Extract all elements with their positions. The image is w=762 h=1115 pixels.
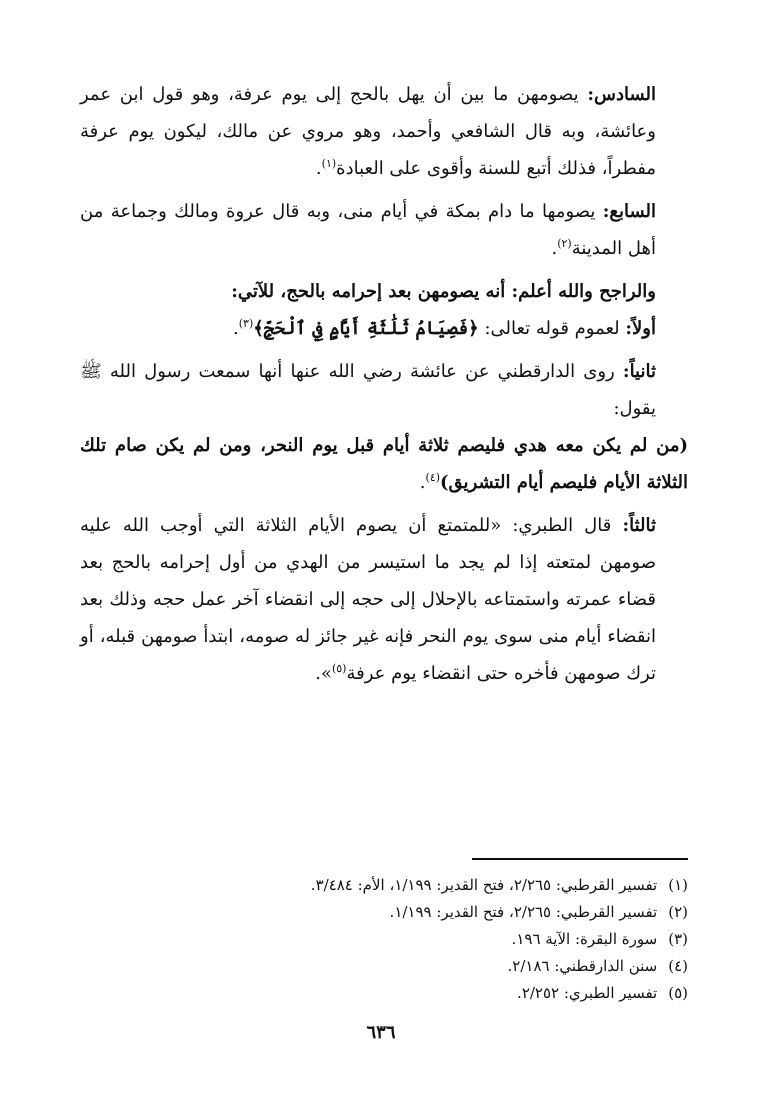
footnote-item <box>80 872 688 899</box>
footnote-number: (١) <box>668 876 688 894</box>
paragraph-text: يصومها ما دام بمكة في أيام منى، وبه قال عروة ومالك وجماعة من أهل المدينة <box>80 201 656 259</box>
paragraph-lead: السابع: <box>602 201 656 222</box>
paragraph-text: روى الدارقطني عن عائشة رضي الله عنها أنها سمعت رسول الله ﷺ يقول: <box>80 361 656 419</box>
quran-verse: ﴿فَصِيَامُ ثَلَٰثَةِ أَيَّامٍ فِي ٱلْحَجِّ﴾ <box>253 318 479 339</box>
paragraph-lead: ثانياً: <box>622 361 656 382</box>
paragraph-lead: السادس: <box>587 84 656 105</box>
footnotes-list <box>80 872 688 1007</box>
page-number: ٦٣٦ <box>366 1022 396 1043</box>
footnote-text: تفسير الطبري: ٢/٢٥٢. <box>517 984 658 1002</box>
footnote-number: (٤) <box>668 957 688 975</box>
footnote-item <box>80 926 688 953</box>
paragraph-first-reason <box>80 310 688 347</box>
footnote-ref[interactable]: (٢) <box>557 237 572 250</box>
punctuation: . <box>233 318 239 339</box>
paragraph-second-reason <box>80 353 688 427</box>
punctuation: ». <box>315 663 332 684</box>
paragraph-third-reason <box>80 507 688 692</box>
footnote-text: تفسير القرطبي: ٢/٢٦٥، فتح القدير: ١/١٩٩، الأم: ٣/٤٨٤. <box>310 876 658 894</box>
paragraph-lead: ثالثاً: <box>622 515 656 536</box>
footnote-ref[interactable]: (١) <box>321 157 337 170</box>
hadith-quote <box>80 427 688 501</box>
footnote-number: (٥) <box>668 984 688 1002</box>
footnote-ref[interactable]: (٥) <box>331 662 347 675</box>
footnote-text: سنن الدارقطني: ٢/١٨٦. <box>507 957 658 975</box>
footnote-item <box>80 953 688 980</box>
footnote-item <box>80 899 688 926</box>
punctuation: . <box>315 158 322 179</box>
main-text <box>80 76 688 692</box>
footnote-item <box>80 980 688 1007</box>
punctuation: . <box>551 238 558 259</box>
paragraph-preferred-view: والراجح والله أعلم: أنه يصومهن بعد إحرامه بالحج، للآتي: <box>231 281 656 302</box>
paragraph-text: قال الطبري: «للمتمتع أن يصوم الأيام الثلاثة التي أوجب الله عليه صومهن لمتعته إذا لم يجد ما استيسر من الهدي من أول إحرامه بالحج بعد قضاء عمرته واستمتاعه بالإحلال إلى حجه إلى انقضاء آخر عمل حجه وذلك بعد انقضاء أيام منى سوى يوم النحر فإنه غير جائز له صومه، ابتدأ صومهن قبله، أو ترك صومهن فأخره حتى انقضاء يوم عرفة <box>80 515 656 684</box>
footnote-ref[interactable]: (٤) <box>425 471 441 484</box>
footnote-text: تفسير القرطبي: ٢/٢٦٥، فتح القدير: ١/١٩٩. <box>389 903 658 921</box>
footnote-number: (٢) <box>668 903 688 921</box>
footnote-text: سورة البقرة: الآية ١٩٦. <box>511 930 658 948</box>
footnote-divider <box>472 858 688 860</box>
footnote-ref[interactable]: (٣) <box>238 317 254 330</box>
paragraph-sixth-opinion <box>80 76 688 187</box>
footnote-number: (٣) <box>668 930 688 948</box>
paragraph-lead: أولاً: <box>625 318 656 339</box>
hadith-text: (من لم يكن معه هدي فليصم ثلاثة أيام قبل يوم النحر، ومن لم يكن صام تلك الثلاثة الأيام فليصم أيام التشريق) <box>80 435 688 493</box>
paragraph-text: يصومهن ما بين أن يهل بالحج إلى يوم عرفة، وهو قول ابن عمر وعائشة، وبه قال الشافعي وأحمد، وهو مروي عن مالك، ليكون يوم عرفة مفطراً، فذلك أتبع للسنة وأقوى على العبادة <box>80 84 656 179</box>
paragraph-seventh-opinion <box>80 193 688 267</box>
punctuation: . <box>419 472 426 493</box>
paragraph-text: لعموم قوله تعالى: <box>478 318 626 339</box>
